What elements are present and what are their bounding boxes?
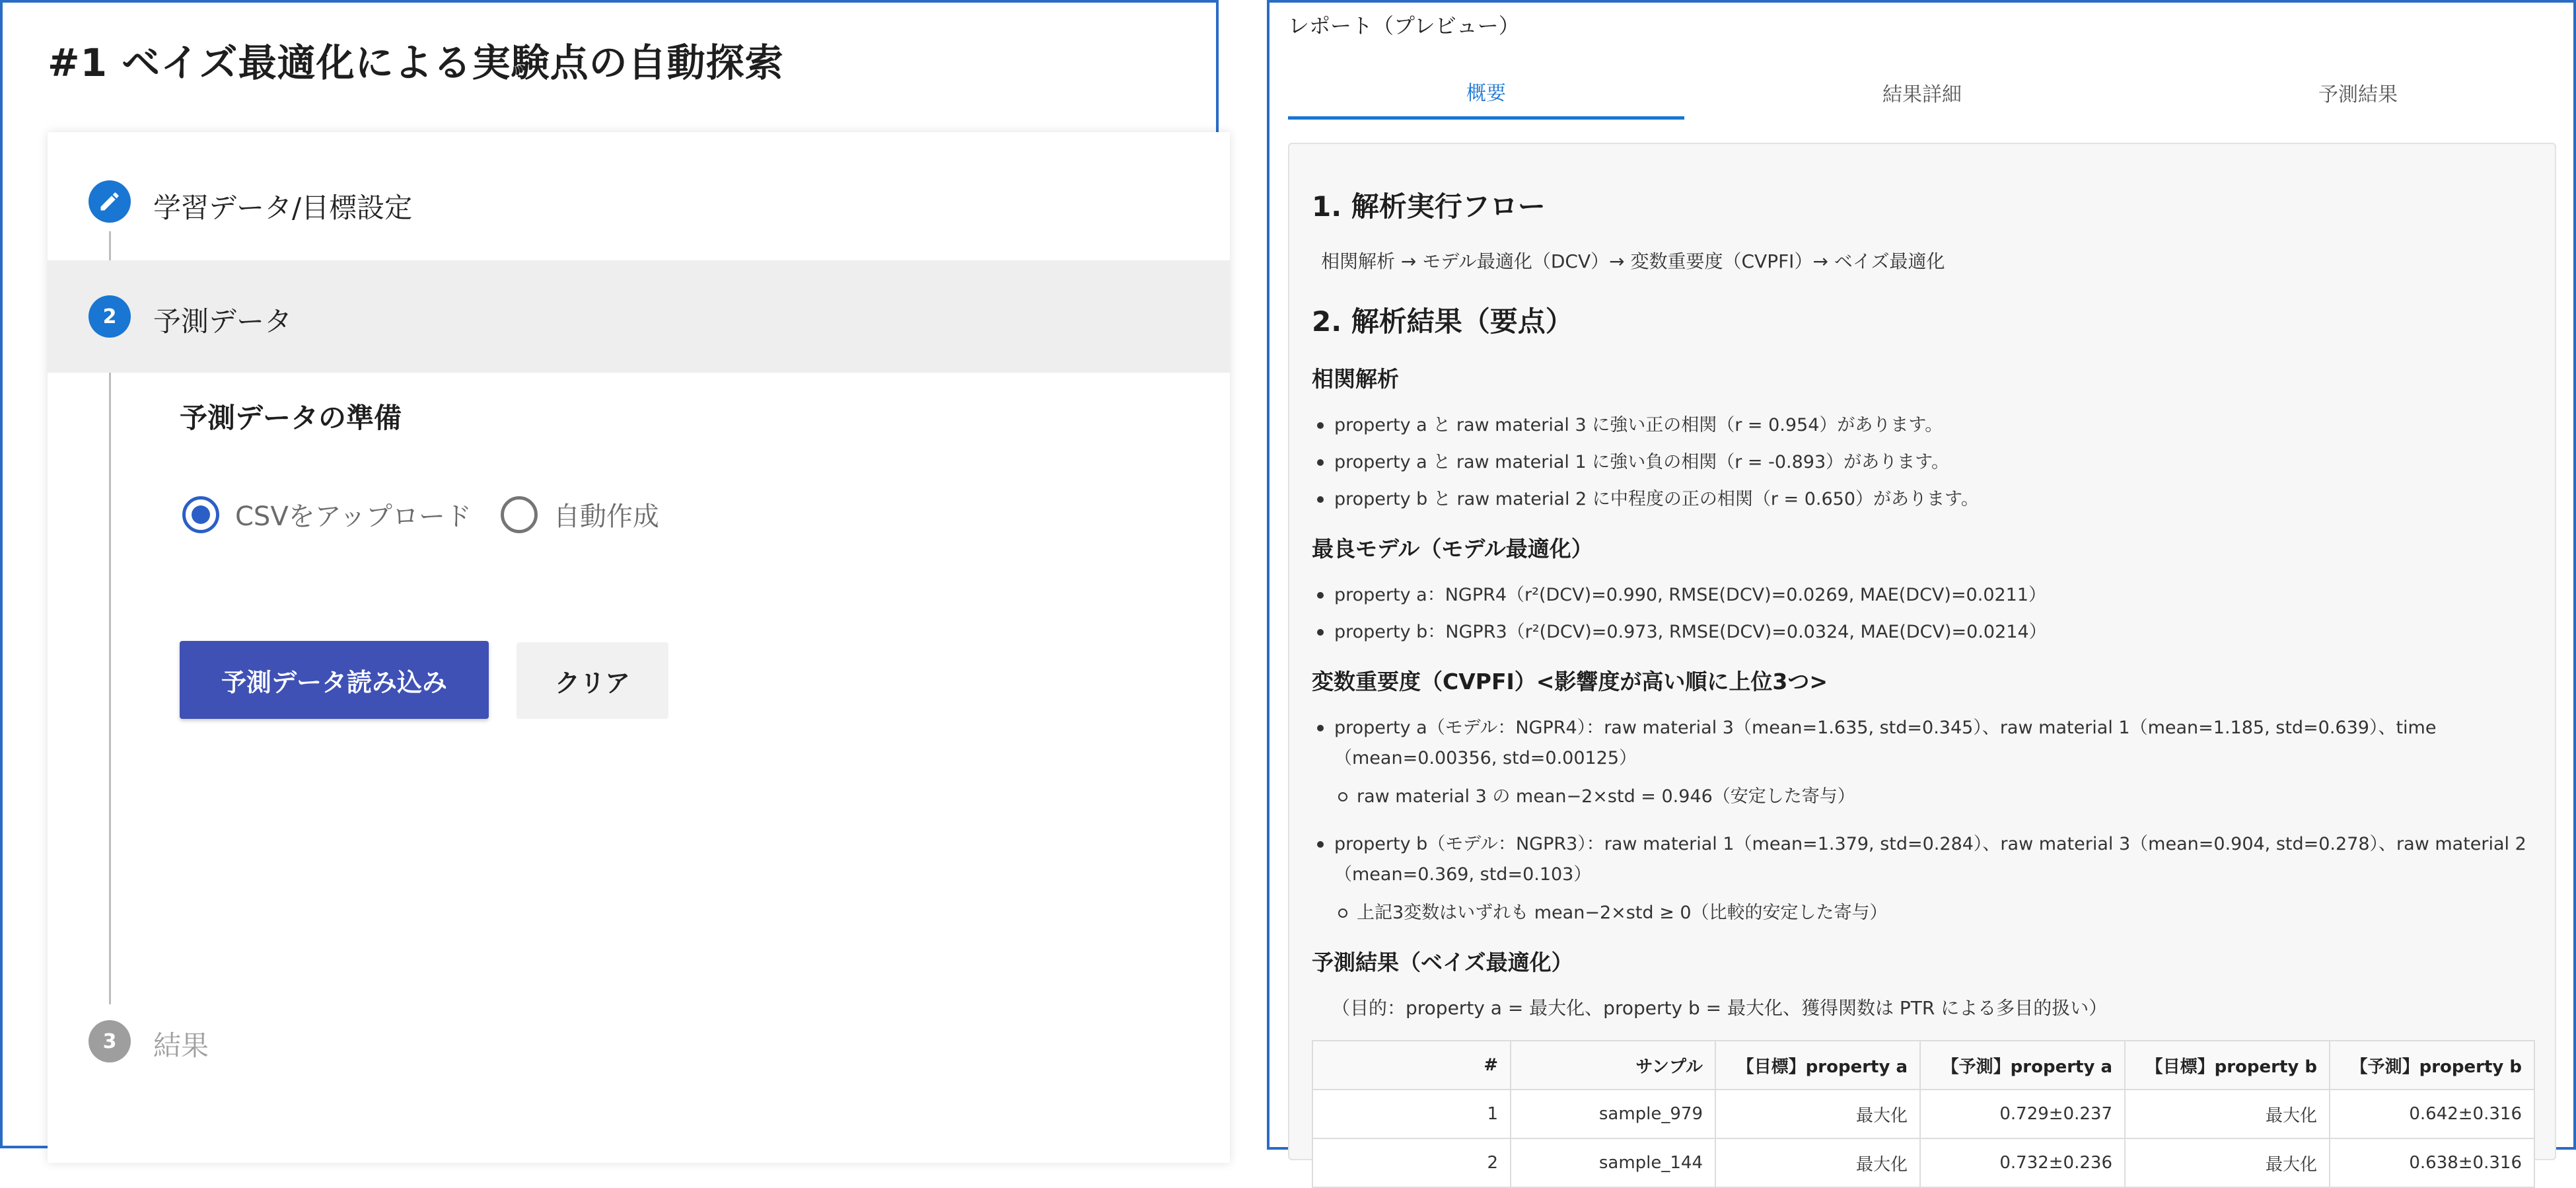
subsection-heading: 予測結果（ベイズ最適化） <box>1312 949 1573 975</box>
radio-checked-icon <box>182 496 219 533</box>
stepper-card <box>48 132 1230 1163</box>
step-label: 結果 <box>153 1029 209 1062</box>
table-cell: 最大化 <box>2125 1138 2330 1187</box>
radio-label: CSVをアップロード <box>235 501 472 532</box>
table-header-cell: 【目標】property a <box>1715 1041 1920 1090</box>
importance-list <box>1312 713 2532 928</box>
table-cell: 2 <box>1312 1138 1511 1187</box>
table-header-cell: サンプル <box>1511 1041 1715 1090</box>
subsection-heading: 変数重要度（CVPFI）<影響度が高い順に上位3つ> <box>1312 669 1828 694</box>
tab-result-detail[interactable]: 結果詳細 <box>1882 83 1962 106</box>
list-item: 上記3変数はいずれも mean−2×std ≥ 0（比較的安定した寄与） <box>1357 898 2532 928</box>
table-header-cell: # <box>1312 1041 1511 1090</box>
section-title: 予測データの準備 <box>180 402 402 434</box>
prediction-note: （目的：property a = 最大化、property b = 最大化、獲得関数は PTR による多目的扱い） <box>1332 997 2108 1019</box>
table-header-cell: 【予測】property b <box>2330 1041 2534 1090</box>
list-item <box>1334 829 2532 928</box>
tab-overview[interactable]: 概要 <box>1288 65 1684 120</box>
step-number-badge: 2 <box>89 295 131 338</box>
analysis-panel <box>0 0 1219 1148</box>
list-item: raw material 3 の mean−2×std = 0.946（安定した寄与） <box>1357 782 2532 812</box>
radio-upload-csv[interactable] <box>182 496 472 533</box>
subsection-heading: 相関解析 <box>1312 366 1399 392</box>
table-row <box>1312 1138 2534 1187</box>
table-cell: 最大化 <box>1715 1090 1920 1138</box>
table-row <box>1312 1090 2534 1138</box>
table-cell: 最大化 <box>2125 1090 2330 1138</box>
table-cell: 0.642±0.316 <box>2330 1090 2534 1138</box>
table-cell: 0.638±0.316 <box>2330 1138 2534 1187</box>
section-heading: 2. 解析結果（要点） <box>1312 305 1573 338</box>
clear-button[interactable]: クリア <box>517 642 668 719</box>
step-training-data[interactable] <box>48 172 1230 231</box>
table-cell: sample_979 <box>1511 1090 1715 1138</box>
prediction-table <box>1312 1040 2535 1188</box>
step-number-badge: 3 <box>89 1020 131 1062</box>
report-title: レポート（プレビュー） <box>1288 13 1520 38</box>
list-item: property a と raw material 1 に強い負の相関（r = -0.893）があります。 <box>1334 447 2532 478</box>
sub-list <box>1334 782 2532 812</box>
subsection-heading: 最良モデル（モデル最適化） <box>1312 536 1593 562</box>
report-tabs <box>1288 65 2556 120</box>
table-cell: 0.732±0.236 <box>1920 1138 2125 1187</box>
correlation-list <box>1312 410 2532 515</box>
section-heading: 1. 解析実行フロー <box>1312 190 1546 223</box>
table-cell: 1 <box>1312 1090 1511 1138</box>
sub-list <box>1334 898 2532 928</box>
table-header-cell: 【目標】property b <box>2125 1041 2330 1090</box>
step-connector <box>109 231 111 260</box>
radio-label: 自動作成 <box>553 501 659 532</box>
list-item: property b と raw material 2 に中程度の正の相関（r = 0.650）があります。 <box>1334 484 2532 515</box>
radio-auto-create[interactable] <box>501 496 659 533</box>
list-item: property a：NGPR4（r²(DCV)=0.990, RMSE(DCV)=0.0269, MAE(DCV)=0.0211） <box>1334 580 2532 611</box>
table-cell: sample_144 <box>1511 1138 1715 1187</box>
list-item: property b：NGPR3（r²(DCV)=0.973, RMSE(DCV)=0.0324, MAE(DCV)=0.0214） <box>1334 617 2532 648</box>
step-label: 予測データ <box>153 305 293 338</box>
list-item-text: property a（モデル：NGPR4）：raw material 3（mean=1.635, std=0.345）、raw material 1（mean=1.185, std=0.639）、time（mean=0.00356, std=0.00125） <box>1334 718 2437 768</box>
pencil-icon <box>89 180 131 223</box>
radio-unchecked-icon <box>501 496 538 533</box>
flow-text: 相関解析 → モデル最適化（DCV）→ 変数重要度（CVPFI）→ ベイズ最適化 <box>1321 250 1945 272</box>
report-body[interactable] <box>1288 143 2556 1175</box>
tab-prediction-result[interactable]: 予測結果 <box>2318 83 2398 106</box>
model-list <box>1312 580 2532 648</box>
table-cell: 0.729±0.237 <box>1920 1090 2125 1138</box>
report-preview-panel <box>1267 0 2576 1175</box>
page-title: #1 ベイズ最適化による実験点の自動探索 <box>48 40 784 85</box>
table-header-row <box>1312 1041 2534 1090</box>
step-results[interactable] <box>48 1004 1230 1084</box>
list-item-text: property b（モデル：NGPR3）：raw material 1（mean=1.379, std=0.284）、raw material 3（mean=0.904, std=0.278）、raw material 2（mean=0.369, std=0.103） <box>1334 834 2526 885</box>
step2-content <box>180 396 1170 925</box>
list-item <box>1334 713 2532 812</box>
table-cell: 最大化 <box>1715 1138 1920 1187</box>
step-prediction-data[interactable] <box>48 260 1230 373</box>
list-item: property a と raw material 3 に強い正の相関（r = 0.954）があります。 <box>1334 410 2532 441</box>
step-label: 学習データ/目標設定 <box>153 192 413 224</box>
step-connector <box>109 373 111 1004</box>
data-source-radio-group <box>182 496 688 533</box>
table-header-cell: 【予測】property a <box>1920 1041 2125 1090</box>
load-prediction-data-button[interactable]: 予測データ読み込み <box>180 641 489 719</box>
